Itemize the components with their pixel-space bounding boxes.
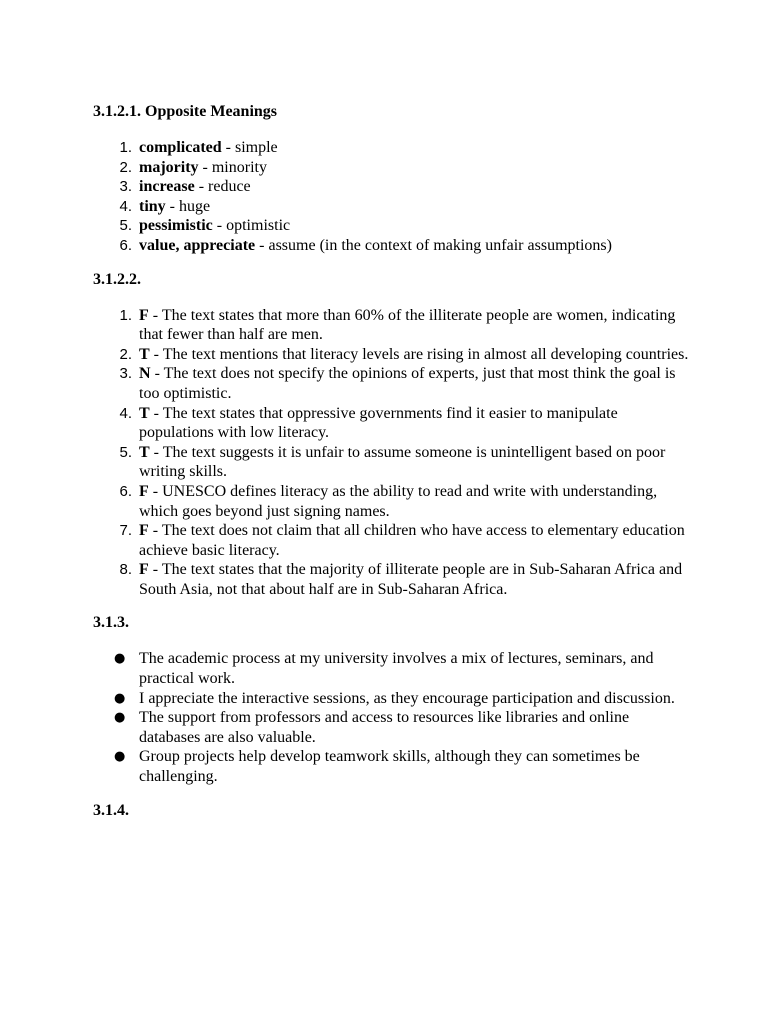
answer-letter: F xyxy=(139,482,149,500)
answer-letter: F xyxy=(139,561,149,579)
list-marker: 7. xyxy=(119,522,132,540)
section-true-false xyxy=(93,270,693,600)
item-text: - The text does not claim that all children who have access to elementary education achieve basic literacy. xyxy=(139,522,685,559)
answer-letter: T xyxy=(139,404,150,422)
list-item xyxy=(93,443,693,482)
section-academic-process xyxy=(93,613,693,786)
bullet-icon: ● xyxy=(114,690,126,706)
section-opposite-meanings xyxy=(93,102,693,256)
item-text: - The text states that oppressive governments find it easier to manipulate populations with low literacy. xyxy=(139,404,618,442)
section-3-1-4 xyxy=(93,801,693,821)
item-text: - simple xyxy=(221,139,278,156)
item-text: - huge xyxy=(165,197,211,215)
answer-letter: T xyxy=(139,345,150,363)
item-text: - The text mentions that literacy levels are rising in almost all developing countries. xyxy=(149,345,689,363)
item-text: - assume (in the context of making unfair assumptions) xyxy=(255,236,612,254)
answer-letter: F xyxy=(139,306,149,324)
list-item xyxy=(93,158,693,178)
item-text: - The text does not specify the opinions of experts, just that most think the goal is too optimistic. xyxy=(139,365,676,402)
bullet-list xyxy=(93,649,693,786)
list-marker: 6. xyxy=(119,482,132,500)
item-text: Group projects help develop teamwork skills, although they can sometimes be challenging. xyxy=(139,748,640,786)
list-item xyxy=(93,747,693,786)
section-heading: 3.1.3. xyxy=(93,614,129,632)
item-text: - UNESCO defines literacy as the ability to read and write with understanding, which goes beyond just signing names. xyxy=(139,482,658,520)
item-text: The academic process at my university involves a mix of lectures, seminars, and practical work. xyxy=(139,650,654,688)
list-item xyxy=(93,689,693,709)
list-marker: 2. xyxy=(119,345,132,363)
list-item xyxy=(93,197,693,217)
list-marker: 1. xyxy=(119,306,132,324)
numbered-list xyxy=(93,306,693,600)
bullet-icon: ● xyxy=(114,651,126,667)
term-text: value, appreciate xyxy=(139,236,256,254)
answer-letter: T xyxy=(139,443,150,461)
list-item xyxy=(93,521,693,560)
item-text: - The text suggests it is unfair to assume someone is unintelligent based on poor writing skills. xyxy=(139,443,666,481)
section-heading: 3.1.2.1. Opposite Meanings xyxy=(93,103,278,120)
list-item xyxy=(93,177,693,197)
term-text: increase xyxy=(139,178,195,196)
list-marker: 3. xyxy=(119,365,132,383)
item-text: The support from professors and access to resources like libraries and online databases are also valuable. xyxy=(139,709,630,746)
list-item xyxy=(93,216,693,236)
list-marker: 6. xyxy=(119,236,132,254)
list-item xyxy=(93,345,693,365)
list-item xyxy=(93,708,693,747)
list-item xyxy=(93,364,693,403)
bullet-icon: ● xyxy=(114,749,126,765)
term-text: majority xyxy=(139,158,199,176)
item-text: - The text states that more than 60% of the illiterate people are women, indicating that fewer than half are men. xyxy=(139,306,676,344)
item-text: - reduce xyxy=(194,178,251,196)
numbered-list xyxy=(93,138,693,256)
section-heading: 3.1.2.2. xyxy=(93,270,141,288)
list-marker: 5. xyxy=(119,443,132,461)
list-item xyxy=(93,482,693,521)
answer-letter: N xyxy=(139,365,151,383)
list-item xyxy=(93,236,693,256)
list-item xyxy=(93,306,693,345)
list-marker: 3. xyxy=(119,178,132,196)
list-item xyxy=(93,649,693,688)
term-text: complicated xyxy=(139,139,222,156)
bullet-icon: ● xyxy=(114,710,126,726)
item-text: - The text states that the majority of illiterate people are in Sub-Saharan Africa and South Asia, not that about half are in Sub-Saharan Africa. xyxy=(139,561,683,598)
list-item xyxy=(93,404,693,443)
section-heading: 3.1.4. xyxy=(93,801,129,819)
answer-letter: F xyxy=(139,522,149,540)
list-marker: 5. xyxy=(119,217,132,235)
item-text: I appreciate the interactive sessions, as they encourage participation and discussion. xyxy=(139,689,675,707)
list-marker: 4. xyxy=(119,197,132,215)
list-marker: 8. xyxy=(119,561,132,579)
list-marker: 2. xyxy=(119,158,132,176)
document-page xyxy=(93,102,693,821)
list-marker: 4. xyxy=(119,404,132,422)
list-marker: 1. xyxy=(119,139,132,156)
term-text: tiny xyxy=(139,197,166,215)
item-text: - minority xyxy=(198,158,267,176)
list-item xyxy=(93,138,693,158)
list-item xyxy=(93,560,693,599)
term-text: pessimistic xyxy=(139,217,213,235)
item-text: - optimistic xyxy=(212,217,291,235)
